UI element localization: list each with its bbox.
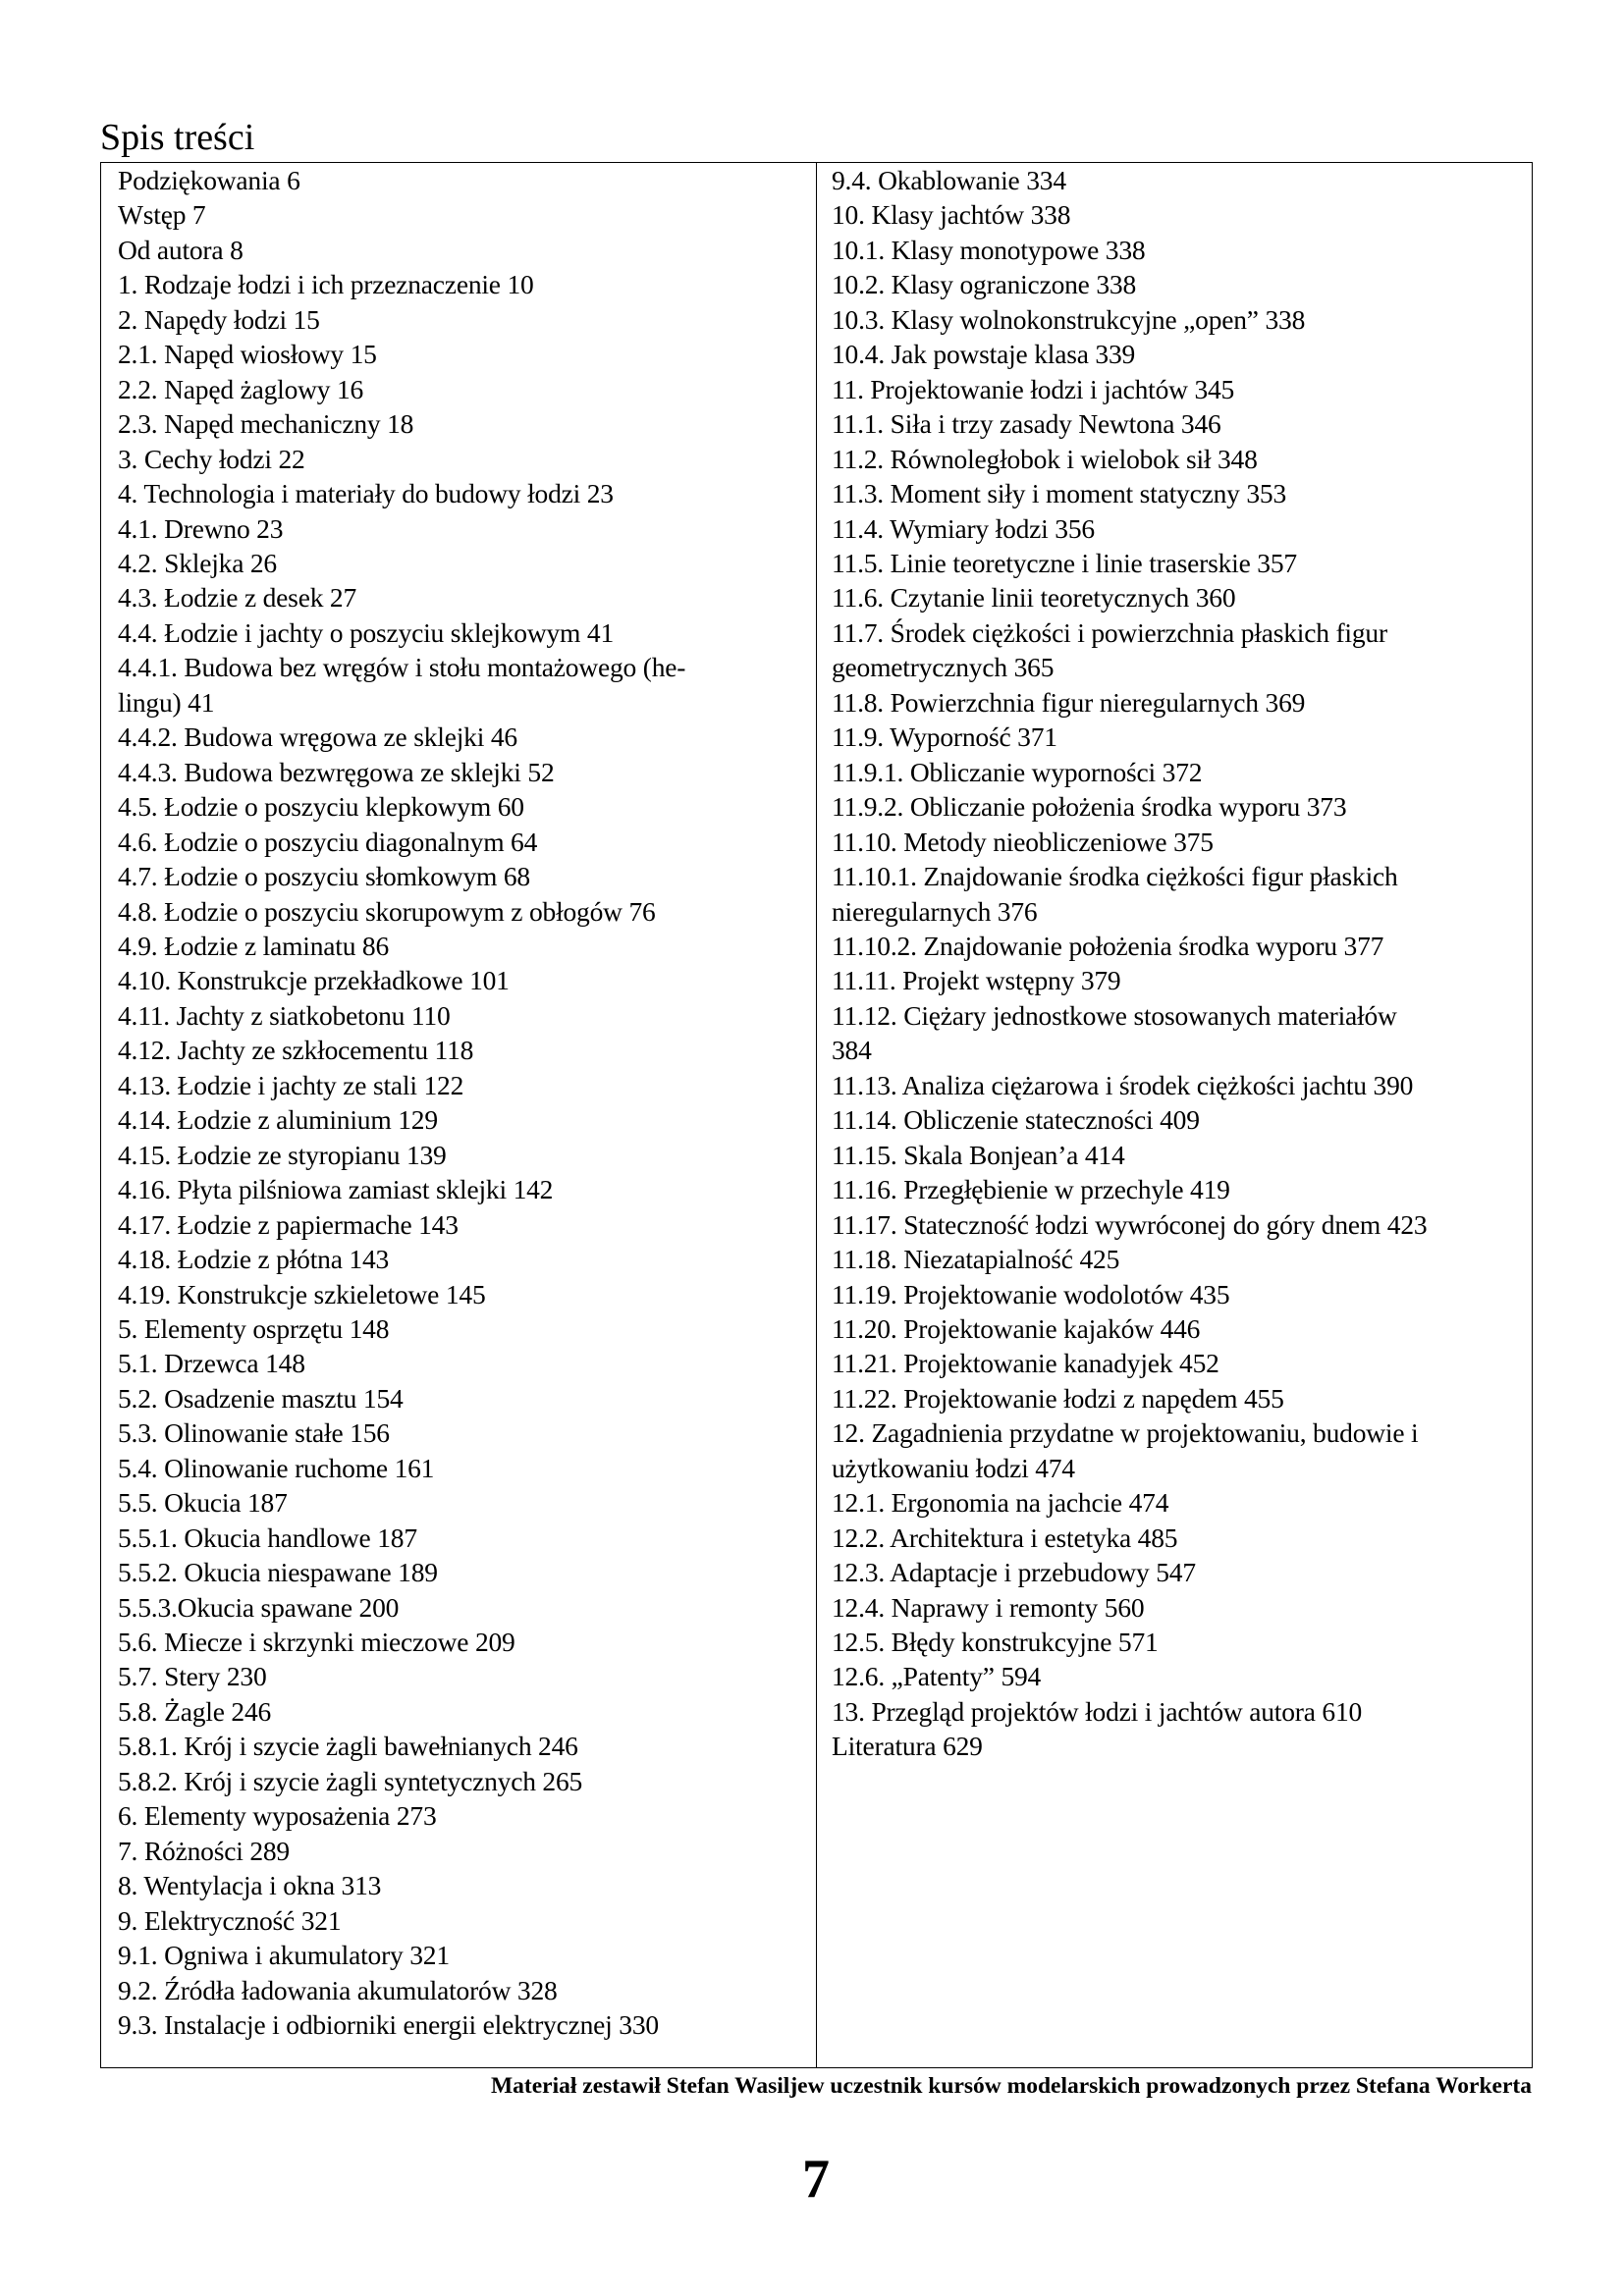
toc-entry: 11.21. Projektowanie kanadyjek 452: [832, 1348, 1219, 1379]
toc-entry: 4.15. Łodzie ze styropianu 139: [118, 1139, 447, 1170]
toc-entry: 5.8.2. Krój i szycie żagli syntetycznych 265: [118, 1765, 583, 1796]
toc-entry: 4.4. Łodzie i jachty o poszyciu sklejkowym 41: [118, 616, 615, 648]
toc-entry: 11.10.1. Znajdowanie środka ciężkości figur płaskich nieregularnych 376: [832, 861, 1398, 927]
toc-entry: 10.3. Klasy wolnokonstrukcyjne „open” 338: [832, 303, 1306, 335]
toc-entry: 12.2. Architektura i estetyka 485: [832, 1522, 1178, 1553]
toc-entry: 11.20. Projektowanie kajaków 446: [832, 1312, 1201, 1344]
toc-entry: 11.2. Równoległobok i wielobok sił 348: [832, 443, 1258, 474]
toc-entry: 4.1. Drewno 23: [118, 512, 284, 544]
toc-entry: 11.14. Obliczenie stateczności 409: [832, 1104, 1200, 1136]
toc-entry: 2.1. Napęd wiosłowy 15: [118, 339, 377, 370]
toc-entry: 4. Technologia i materiały do budowy łodzi 23: [118, 478, 614, 509]
toc-entry: 4.4.1. Budowa bez wręgów i stołu montażowego (he- lingu) 41: [118, 652, 686, 718]
toc-entry: Literatura 629: [832, 1731, 983, 1762]
toc-entry: 1. Rodzaje łodzi i ich przeznaczenie 10: [118, 269, 534, 300]
toc-entry: 12.5. Błędy konstrukcyjne 571: [832, 1627, 1159, 1658]
toc-entry: 4.14. Łodzie z aluminium 129: [118, 1104, 438, 1136]
toc-entry: 9.4. Okablowanie 334: [832, 165, 1066, 195]
toc-left-column: [101, 163, 817, 2067]
toc-entry: 5.8.1. Krój i szycie żagli bawełnianych 246: [118, 1731, 578, 1762]
toc-entry: 11.6. Czytanie linii teoretycznych 360: [832, 582, 1236, 614]
toc-entry: 4.8. Łodzie o poszyciu skorupowym z obłogów 76: [118, 895, 656, 927]
toc-entry: 2.3. Napęd mechaniczny 18: [118, 408, 414, 440]
toc-entry: 11. Projektowanie łodzi i jachtów 345: [832, 373, 1235, 404]
toc-entry: 11.9. Wyporność 371: [832, 721, 1057, 753]
toc-entry: 4.17. Łodzie z papiermache 143: [118, 1208, 459, 1240]
toc-entry: 11.3. Moment siły i moment statyczny 353: [832, 478, 1287, 509]
toc-entry: 5. Elementy osprzętu 148: [118, 1312, 390, 1344]
toc-entry: 4.4.3. Budowa bezwręgowa ze sklejki 52: [118, 756, 555, 787]
toc-entry: 10.1. Klasy monotypowe 338: [832, 234, 1146, 265]
toc-entry: 11.1. Siła i trzy zasady Newtona 346: [832, 408, 1221, 440]
toc-entry: 11.18. Niezatapialność 425: [832, 1244, 1120, 1275]
toc-entry: 6. Elementy wyposażenia 273: [118, 1800, 437, 1832]
toc-entry: 7. Różności 289: [118, 1835, 290, 1866]
toc-entry: 4.7. Łodzie o poszyciu słomkowym 68: [118, 861, 530, 892]
toc-entry: 12.1. Ergonomia na jachcie 474: [832, 1487, 1169, 1519]
toc-entry: 4.18. Łodzie z płótna 143: [118, 1244, 390, 1275]
toc-entry: 2.2. Napęd żaglowy 16: [118, 373, 364, 404]
toc-entry: 10.2. Klasy ograniczone 338: [832, 269, 1137, 300]
toc-entry: Od autora 8: [118, 234, 244, 265]
toc-entry: 11.10.2. Znajdowanie położenia środka wyporu 377: [832, 930, 1384, 961]
toc-entry: 9. Elektryczność 321: [118, 1904, 342, 1936]
toc-entry: 4.11. Jachty z siatkobetonu 110: [118, 999, 451, 1031]
toc-entry: 11.16. Przegłębienie w przechyle 419: [832, 1174, 1230, 1205]
toc-entry: Podziękowania 6: [118, 165, 300, 195]
toc-entry: 5.8. Żagle 246: [118, 1695, 272, 1727]
toc-entry: 4.3. Łodzie z desek 27: [118, 582, 357, 614]
toc-entry: 11.17. Stateczność łodzi wywróconej do góry dnem 423: [832, 1208, 1428, 1240]
toc-entry: 9.2. Źródła ładowania akumulatorów 328: [118, 1974, 558, 2005]
toc-entry: 11.5. Linie teoretyczne i linie traserskie 357: [832, 547, 1297, 578]
toc-entry: 4.10. Konstrukcje przekładkowe 101: [118, 965, 510, 996]
toc-entry: 4.9. Łodzie z laminatu 86: [118, 930, 390, 961]
toc-entry: 5.2. Osadzenie masztu 154: [118, 1382, 404, 1414]
toc-entry: 11.7. Środek ciężkości i powierzchnia płaskich figur geometrycznych 365: [832, 616, 1387, 683]
toc-entry: 5.5.2. Okucia niespawane 189: [118, 1557, 438, 1588]
toc-entry: 11.9.2. Obliczanie położenia środka wyporu 373: [832, 791, 1347, 823]
page-number: 7: [802, 2149, 830, 2210]
toc-entry: 11.15. Skala Bonjean’a 414: [832, 1139, 1125, 1170]
toc-entry: 12. Zagadnienia przydatne w projektowaniu, budowie i użytkowaniu łodzi 474: [832, 1417, 1419, 1483]
toc-entry: 4.19. Konstrukcje szkieletowe 145: [118, 1278, 486, 1309]
toc-entry: 11.10. Metody nieobliczeniowe 375: [832, 826, 1214, 857]
toc-entry: 11.4. Wymiary łodzi 356: [832, 512, 1095, 544]
toc-entry: 11.13. Analiza ciężarowa i środek ciężkości jachtu 390: [832, 1069, 1414, 1100]
toc-entry: 5.5. Okucia 187: [118, 1487, 288, 1519]
toc-entry: 10. Klasy jachtów 338: [832, 199, 1071, 231]
toc-entry: 11.9.1. Obliczanie wyporności 372: [832, 756, 1203, 787]
toc-entry: 4.16. Płyta pilśniowa zamiast sklejki 142: [118, 1174, 554, 1205]
toc-entry: 11.19. Projektowanie wodolotów 435: [832, 1278, 1230, 1309]
toc-entry: 4.4.2. Budowa wręgowa ze sklejki 46: [118, 721, 517, 753]
page-title: Spis treści: [100, 117, 255, 158]
toc-entry: 5.5.3.Okucia spawane 200: [118, 1591, 400, 1623]
toc-entry: 5.4. Olinowanie ruchome 161: [118, 1452, 435, 1483]
toc-entry: 8. Wentylacja i okna 313: [118, 1870, 382, 1901]
toc-right-column: [817, 163, 1532, 2067]
toc-entry: 2. Napędy łodzi 15: [118, 303, 320, 335]
toc-entry: 11.11. Projekt wstępny 379: [832, 965, 1121, 996]
toc-entry: 10.4. Jak powstaje klasa 339: [832, 339, 1136, 370]
toc-entry: 4.5. Łodzie o poszyciu klepkowym 60: [118, 791, 524, 823]
toc-entry: 9.1. Ogniwa i akumulatory 321: [118, 1940, 450, 1971]
toc-entry: 4.13. Łodzie i jachty ze stali 122: [118, 1069, 464, 1100]
toc-entry: 4.2. Sklejka 26: [118, 547, 277, 578]
toc-entry: 12.3. Adaptacje i przebudowy 547: [832, 1557, 1196, 1588]
toc-entry: 9.3. Instalacje i odbiorniki energii elektrycznej 330: [118, 2009, 659, 2041]
table-of-contents: [100, 162, 1533, 2068]
footer-credit: Materiał zestawił Stefan Wasiljew uczestnik kursów modelarskich prowadzonych przez Stefana Workerta: [490, 2073, 1532, 2099]
toc-entry: 11.12. Ciężary jednostkowe stosowanych materiałów 384: [832, 999, 1397, 1066]
toc-entry: 5.5.1. Okucia handlowe 187: [118, 1522, 417, 1553]
toc-entry: 5.3. Olinowanie stałe 156: [118, 1417, 390, 1449]
toc-entry: 11.8. Powierzchnia figur nieregularnych 369: [832, 686, 1306, 718]
toc-entry: 5.6. Miecze i skrzynki mieczowe 209: [118, 1627, 515, 1658]
toc-entry: 11.22. Projektowanie łodzi z napędem 455: [832, 1382, 1284, 1414]
toc-entry: 12.4. Naprawy i remonty 560: [832, 1591, 1145, 1623]
toc-entry: 3. Cechy łodzi 22: [118, 443, 305, 474]
toc-entry: 4.12. Jachty ze szkłocementu 118: [118, 1035, 474, 1066]
toc-entry: Wstęp 7: [118, 199, 206, 231]
toc-entry: 5.7. Stery 230: [118, 1661, 267, 1692]
toc-entry: 5.1. Drzewca 148: [118, 1348, 305, 1379]
toc-entry: 4.6. Łodzie o poszyciu diagonalnym 64: [118, 826, 538, 857]
toc-entry: 12.6. „Patenty” 594: [832, 1661, 1042, 1692]
toc-entry: 13. Przegląd projektów łodzi i jachtów autora 610: [832, 1695, 1363, 1727]
